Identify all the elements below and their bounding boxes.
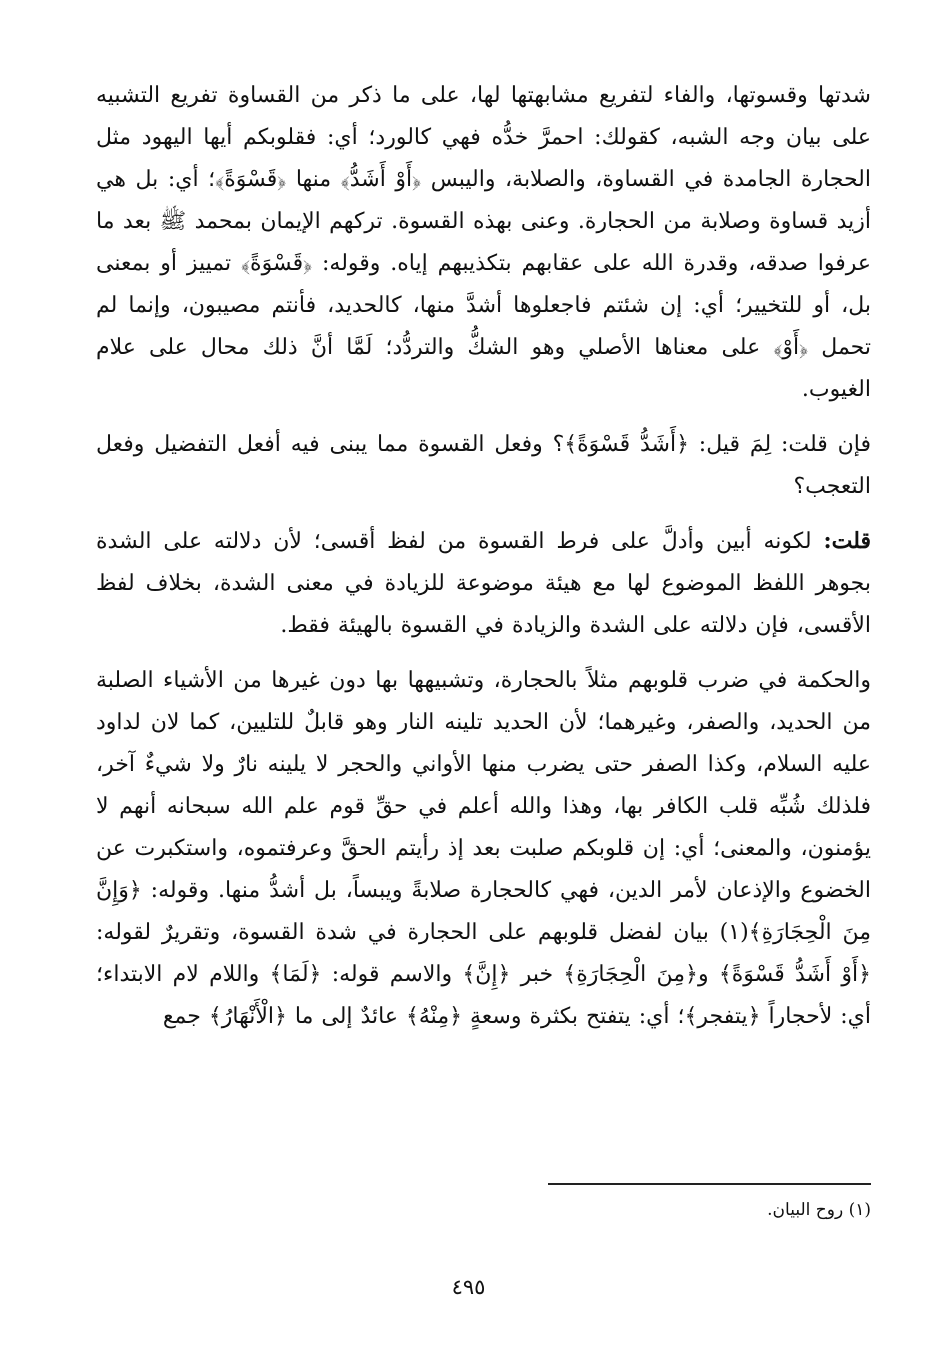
main-text [96,74,871,1038]
paragraph-text: فإن قلت: لِمَ قيل: ﴿أَشَدُّ قَسْوَةً﴾؟ وفعل القسوة مما يبنى فيه أفعل التفضيل وفعل التعجب؟ [96,432,871,499]
paragraph-3 [96,520,871,647]
paragraph-text: شدتها وقسوتها، والفاء لتفريع مشابهتها لها، على ما ذكر من القساوة تفريع التشبيه على بيان وجه الشبه، كقولك: احمرَّ خدُّه فهي كالورد؛ أي: فقلوبكم أيها اليهود مثل الحجارة الجامدة في القساوة، والصلابة، واليبس ﴿أَوْ أَشَدُّ﴾ منها ﴿قَسْوَةً﴾؛ أي: بل هي أزيد قساوة وصلابة من الحجارة. وعنى بهذه القسوة. تركهم الإيمان بمحمد ﷺ بعد ما عرفوا صدقه، وقدرة الله على عقابهم بتكذيبهم إياه. وقوله: ﴿قَسْوَةً﴾ تمييز أو بمعنى بل، أو للتخيير؛ أي: إن شئتم فاجعلوها أشدَّ منها، كالحديد، فأنتم مصيبون، وإنما لم تحمل ﴿أَوْ﴾ على معناها الأصلي وهو الشكُّ والتردُّد؛ لَمَّا أنَّ ذلك محال على علام الغيوب. [96,83,871,402]
footnote: (١) روح البيان. [767,1200,871,1220]
paragraph-text: والحكمة في ضرب قلوبهم مثلاً بالحجارة، وتشبيهها بها دون غيرها من الأشياء الصلبة من الحديد، والصفر، وغيرهما؛ لأن الحديد تلينه النار وهو قابلٌ للتليين، كما لان لداود عليه السلام، وكذا الصفر حتى يضرب منها الأواني والحجر لا يلينه نارٌ ولا شيءٌ آخر، فلذلك شُبِّه قلب الكافر بها، وهذا والله أعلم في حقِّ قوم علم الله سبحانه أنهم لا يؤمنون، والمعنى؛ أي: إن قلوبكم صلبت بعد إذ رأيتم الحقَّ وعرفتموه، واستكبرت عن الخضوع والإذعان لأمر الدين، فهي كالحجارة صلابةً ويبساً، بل أشدُّ منها. وقوله: ﴿وَإِنَّ مِنَ الْحِجَارَةِ﴾(١) بيان لفضل قلوبهم على الحجارة في شدة القسوة، وتقريرٌ لقوله: ﴿أَوْ أَشَدُّ قَسْوَةً﴾ و﴿مِنَ الْحِجَارَةِ﴾ خبر ﴿إِنَّ﴾ والاسم قوله: ﴿لَمَا﴾ واللام لام الابتداء؛ أي: لأحجاراً ﴿يتفجر﴾؛ أي: يتفتح بكثرة وسعةٍ ﴿مِنْهُ﴾ عائدٌ إلى ما ﴿الْأَنْهَارُ﴾ جمع [96,668,871,1029]
paragraph-lead: قلت: [823,528,871,554]
footnote-separator [548,1183,871,1185]
paragraph-4 [96,659,871,1038]
paragraph-text: لكونه أبين وأدلَّ على فرط القسوة من لفظ أقسى؛ لأن دلالته على الشدة بجوهر اللفظ الموضوع لها مع هيئة موضوعة للزيادة في معنى الشدة، بخلاف لفظ الأقسى، فإن دلالته على الشدة والزيادة في القسوة بالهيئة فقط. [96,529,871,638]
paragraph-2 [96,423,871,508]
page-number: ٤٩٥ [451,1275,486,1299]
paragraph-1 [96,74,871,411]
